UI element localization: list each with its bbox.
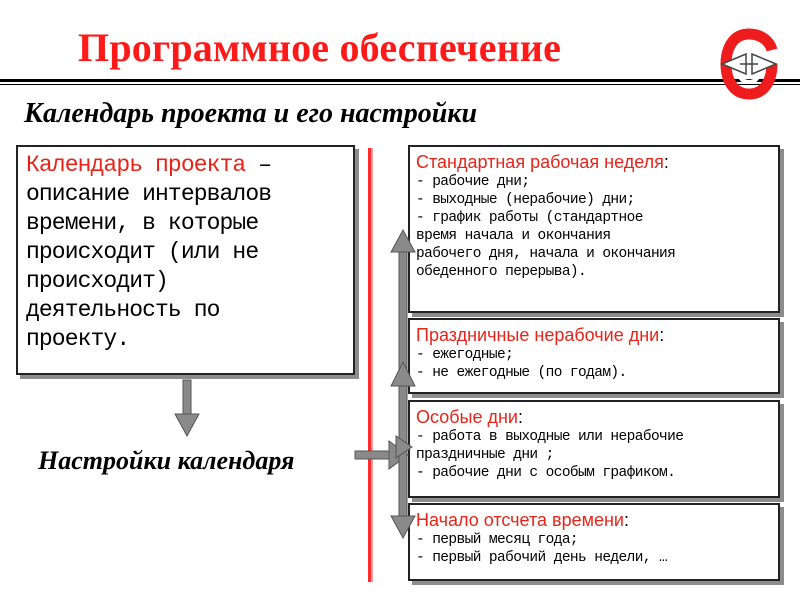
box-title-text: Начало отсчета времени — [416, 510, 624, 530]
box-title: Стандартная рабочая неделя: — [416, 152, 669, 172]
box-title-text: Стандартная рабочая неделя — [416, 152, 664, 172]
box-title-text: Праздничные нерабочие дни — [416, 325, 660, 345]
definition-line: проекту. — [26, 326, 130, 352]
box-item: - работа в выходные или нерабочие — [416, 429, 684, 445]
standard-week-box — [408, 145, 780, 313]
definition-first-line — [26, 151, 347, 180]
box-item: - ежегодные; — [416, 347, 514, 363]
box-item: время начала и окончания — [416, 228, 611, 244]
header-rule — [0, 79, 800, 82]
holidays-box — [408, 318, 780, 394]
box-item: - рабочие дни; — [416, 174, 530, 190]
box-title-text: Особые дни — [416, 407, 518, 427]
down-arrow-icon — [175, 380, 199, 436]
divider-line-shadow — [371, 148, 373, 582]
header-rule-thin — [0, 84, 800, 85]
box-item: обеденного перерыва). — [416, 264, 587, 280]
definition-line: происходит (или не — [26, 239, 259, 265]
time-origin-box — [408, 503, 780, 581]
definition-line: происходит) — [26, 268, 168, 294]
settings-label: Настройки календаря — [38, 446, 295, 475]
circular-arrows-logo-icon — [718, 28, 780, 100]
box-title: Начало отсчета времени: — [416, 510, 629, 530]
definition-line: описание интервалов — [26, 181, 272, 207]
box-item: - рабочие дни с особым графиком. — [416, 465, 676, 481]
box-title: Особые дни: — [416, 407, 523, 427]
divider-line — [368, 148, 371, 582]
subtitle: Календарь проекта и его настройки — [24, 98, 478, 129]
vertical-connector — [399, 248, 407, 520]
right-arrow-icon — [355, 441, 408, 469]
box-item: - график работы (стандартное — [416, 210, 643, 226]
box-title: Праздничные нерабочие дни: — [416, 325, 665, 345]
definition-line: времени, в которые — [26, 210, 259, 236]
definition-dash: – — [245, 152, 272, 178]
box-item: рабочего дня, начала и окончания — [416, 246, 676, 262]
box-item: - выходные (нерабочие) дни; — [416, 192, 635, 208]
special-days-box — [408, 400, 780, 498]
definition-term: Календарь проекта — [26, 152, 246, 178]
definition-box — [16, 145, 355, 375]
slide-title: Программное обеспечение — [78, 25, 562, 70]
box-item: - первый месяц года; — [416, 532, 579, 548]
box-item: - не ежегодные (по годам). — [416, 365, 627, 381]
box-item: праздничные дни ; — [416, 447, 554, 463]
definition-line: деятельность по — [26, 297, 220, 323]
box-item: - первый рабочий день недели, … — [416, 550, 668, 566]
